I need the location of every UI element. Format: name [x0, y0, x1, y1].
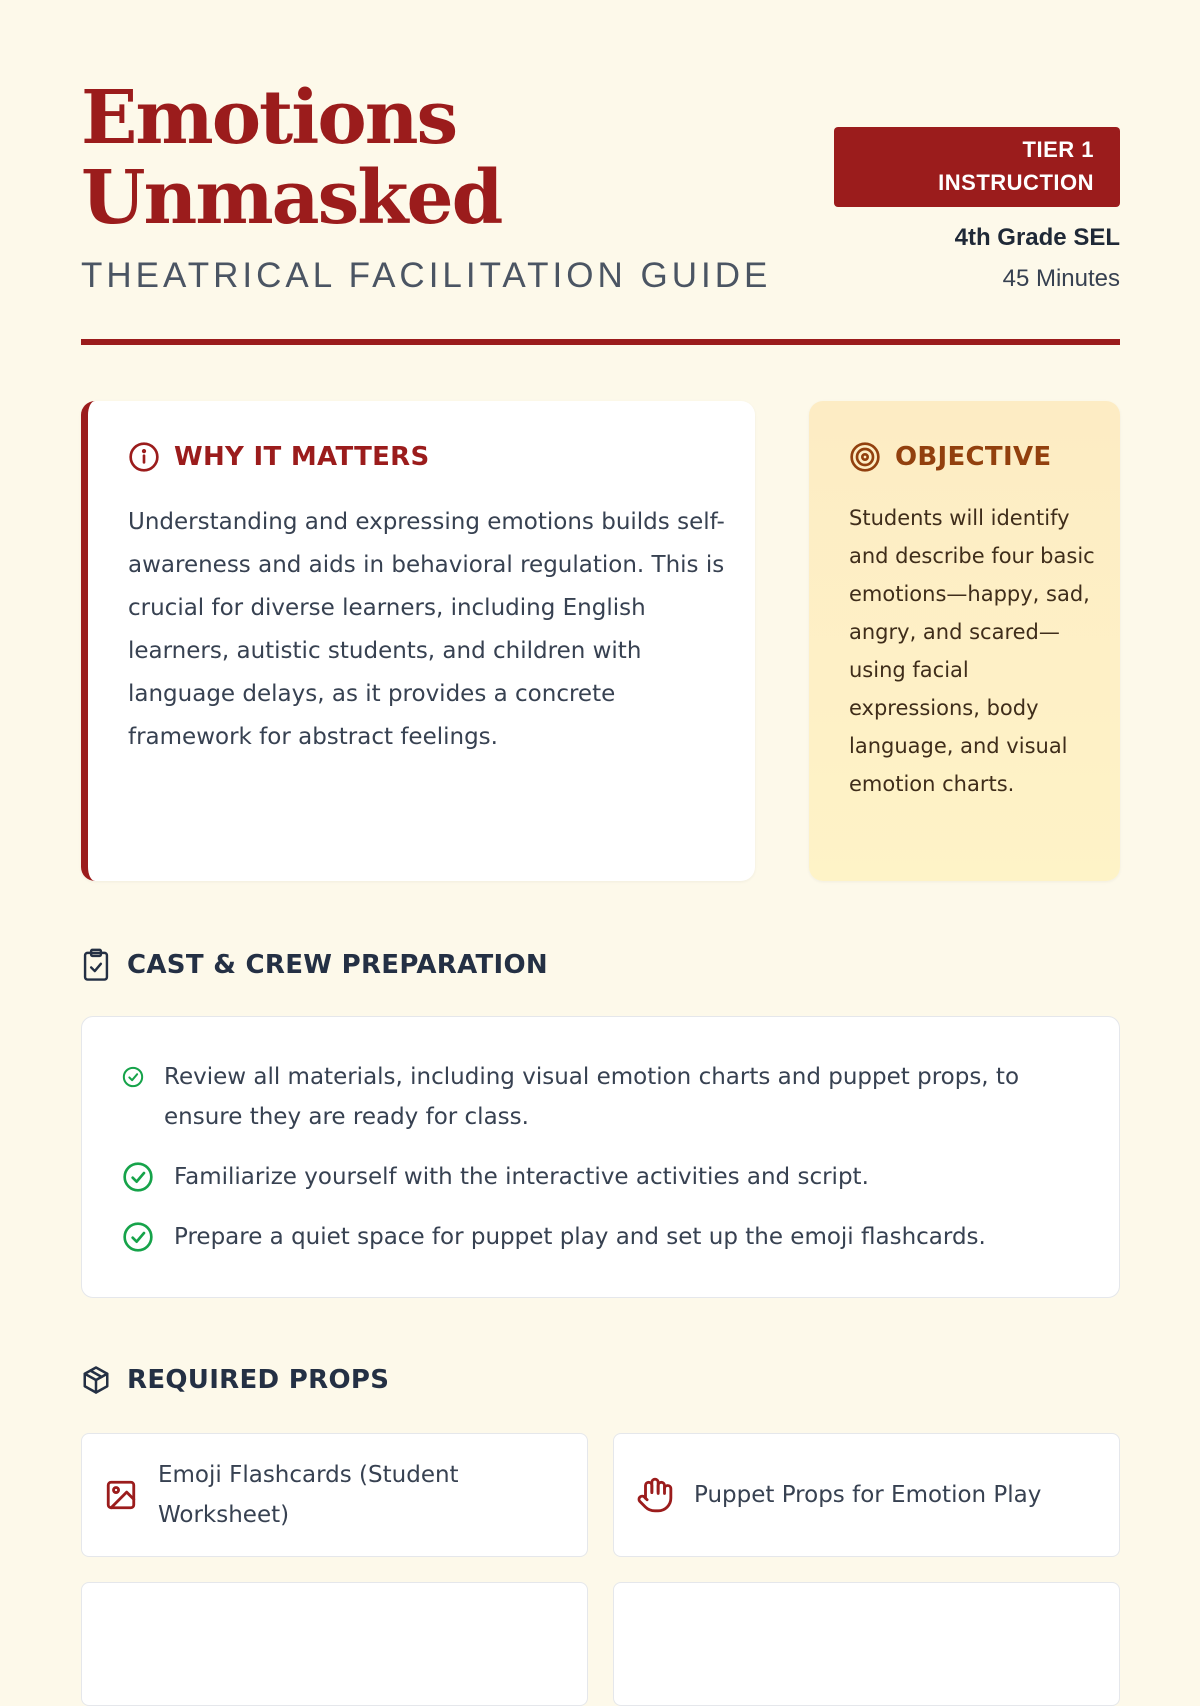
prep-heading-text: CAST & CREW PREPARATION [127, 950, 548, 980]
grade-label: 4th Grade SEL [954, 224, 1120, 251]
page-subtitle: THEATRICAL FACILITATION GUIDE [81, 256, 772, 295]
image-icon [104, 1478, 138, 1512]
props-heading [81, 1364, 389, 1396]
prop-label: Puppet Props for Emotion Play [694, 1482, 1042, 1508]
checklist-item-text: Prepare a quiet space for puppet play and set up the emoji flashcards. [174, 1224, 986, 1250]
prop-card-partial [613, 1582, 1120, 1706]
objective-body: Students will identify and describe four basic emotions—happy, sad, angry, and scared—using facial expressions, body language, and visual emotion charts. [849, 506, 1095, 796]
check-circle-icon [122, 1161, 154, 1193]
prop-label: Emoji Flashcards (Student Worksheet) [158, 1462, 459, 1528]
why-heading [128, 441, 430, 473]
check-circle-icon [122, 1221, 154, 1253]
prop-card-puppets [613, 1433, 1120, 1557]
package-icon [81, 1364, 111, 1396]
duration-label: 45 Minutes [1002, 265, 1120, 292]
hand-icon [636, 1476, 674, 1514]
checklist-item-text: Familiarize yourself with the interactive activities and script. [174, 1164, 869, 1190]
prop-card-flashcards [81, 1433, 588, 1557]
checklist-item [122, 1217, 986, 1257]
checklist-item [122, 1057, 1064, 1137]
props-heading-text: REQUIRED PROPS [127, 1365, 390, 1395]
checklist-item [122, 1157, 869, 1197]
objective-card [809, 401, 1120, 881]
checklist-item-text: Review all materials, including visual emotion charts and puppet props, to ensure they are ready for class. [164, 1064, 1020, 1130]
why-heading-text: WHY IT MATTERS [174, 442, 430, 472]
target-icon [849, 441, 881, 473]
tier-badge-line-1: TIER 1 [1022, 137, 1094, 162]
tier-badge-line-2: INSTRUCTION [938, 170, 1094, 195]
prep-checklist [81, 1016, 1120, 1298]
guide-page [81, 0, 1120, 1528]
header-divider [81, 339, 1120, 345]
check-circle-icon [122, 1066, 144, 1088]
title-line-2: Unmasked [81, 155, 502, 241]
objective-heading [849, 441, 1051, 473]
page-title [81, 75, 641, 241]
tier-badge [834, 127, 1120, 207]
prep-heading [81, 948, 548, 982]
clipboard-check-icon [81, 948, 111, 982]
why-body: Understanding and expressing emotions builds self-awareness and aids in behavioral regulation. This is crucial for diverse learners, including English learners, autistic students, and children with language delays, as it provides a concrete framework for abstract feelings. [128, 509, 725, 750]
objective-heading-text: OBJECTIVE [895, 442, 1052, 472]
page-header [81, 0, 1120, 348]
title-line-1: Emotions [81, 75, 457, 161]
prop-card-partial [81, 1582, 588, 1706]
why-it-matters-card [81, 401, 755, 881]
info-icon [128, 441, 160, 473]
